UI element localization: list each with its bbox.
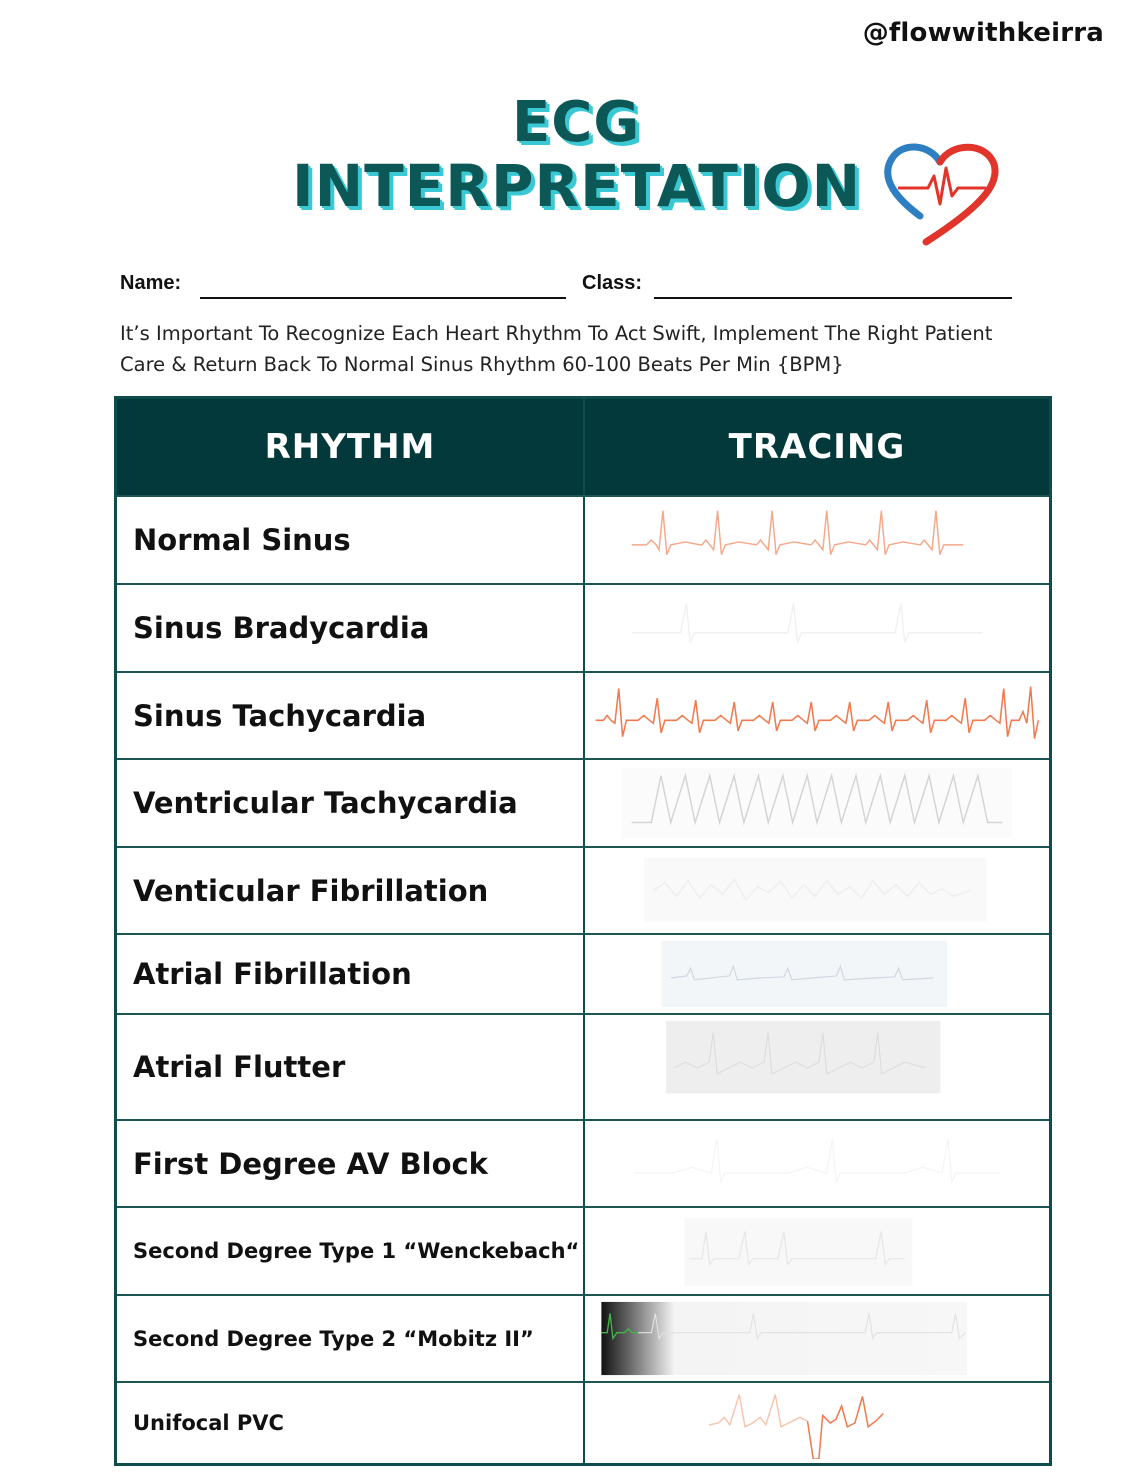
intro-text: It’s Important To Recognize Each Heart Rhythm To Act Swift, Implement The Right Patient Care & Return Back To Normal Sinus Rhythm 60-100 Beats Per Min {BPM} (120, 322, 993, 376)
table-row (117, 583, 1049, 671)
mobitz-ii-tracing (587, 1300, 1047, 1377)
ventricular-fibrillation-tracing (587, 852, 1047, 929)
rhythm-name: Sinus Tachycardia (133, 698, 427, 733)
name-label: Name: (120, 272, 182, 294)
table-row (117, 1013, 1049, 1119)
title-line-1: ECG (512, 90, 641, 155)
table-row (117, 671, 1049, 758)
name-field[interactable] (200, 297, 566, 299)
wenckebach-tracing (587, 1212, 1047, 1290)
normal-sinus-tracing (587, 501, 1047, 579)
rhythm-name: Atrial Fibrillation (133, 957, 412, 991)
rhythm-name: Second Degree Type 2 “Mobitz II” (133, 1326, 534, 1351)
heart-ecg-icon (882, 138, 1002, 248)
rhythm-name: Normal Sinus (133, 523, 351, 557)
table-row (117, 846, 1049, 933)
tracing-column-header: TRACING (728, 427, 906, 467)
first-degree-av-block-tracing (587, 1125, 1047, 1202)
author-handle: @flowwithkeirra (862, 18, 1104, 48)
rhythm-name: Unifocal PVC (133, 1411, 284, 1435)
unifocal-pvc-tracing (587, 1387, 1047, 1459)
ventricular-tachycardia-tracing (587, 764, 1047, 842)
rhythm-name: First Degree AV Block (133, 1146, 488, 1181)
table-row (117, 1294, 1049, 1381)
rhythm-table (114, 396, 1052, 1466)
table-row (117, 1381, 1049, 1463)
table-row (117, 1119, 1049, 1206)
rhythm-name: Second Degree Type 1 “Wenckebach“ (133, 1239, 580, 1263)
rhythm-name: Ventricular Tachycardia (133, 786, 518, 820)
title-line-2: INTERPRETATION (292, 152, 862, 220)
rhythm-name: Sinus Bradycardia (133, 611, 430, 645)
rhythm-column-header: RHYTHM (264, 427, 436, 467)
sinus-bradycardia-tracing (587, 589, 1047, 667)
table-row (117, 1206, 1049, 1294)
name-class-fields (120, 270, 1020, 306)
class-label: Class: (582, 272, 643, 294)
rhythm-name: Atrial Flutter (133, 1050, 346, 1084)
atrial-flutter-tracing (587, 1019, 1047, 1115)
table-row (117, 758, 1049, 846)
table-row (117, 495, 1049, 583)
table-row (117, 933, 1049, 1013)
sinus-tachycardia-tracing (587, 677, 1047, 754)
rhythm-name: Venticular Fibrillation (133, 873, 489, 908)
atrial-fibrillation-tracing (587, 939, 1047, 1009)
class-field[interactable] (654, 297, 1012, 299)
